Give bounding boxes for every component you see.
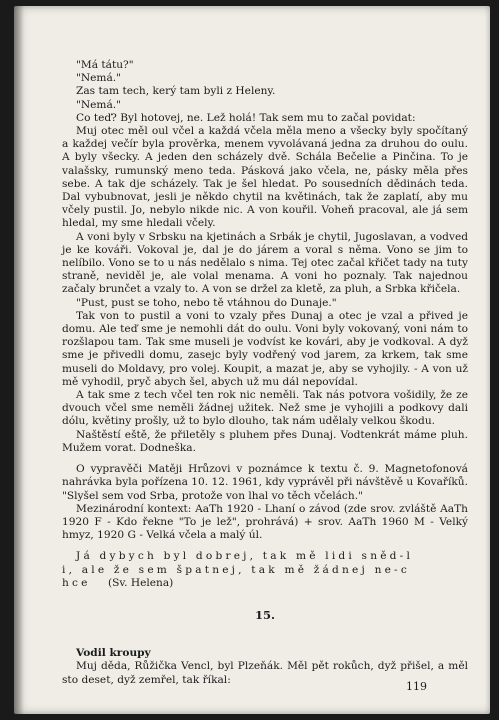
song-line: Já dybych byl dobrej, tak mě lidi sněd-l: [76, 550, 414, 563]
chapter-number: 15.: [254, 607, 275, 622]
song-line: i, ale že sem špatnej, tak mě žádnej ne-c: [62, 563, 410, 576]
paragraph: Co teď? Byl hotovej, ne. Lež holá! Tak sem mu to začal povidat:: [76, 111, 416, 124]
spacer: [62, 542, 468, 550]
page-text-body: [62, 59, 468, 687]
commentary-paragraph: Mezinárodní kontext: AaTh 1920 - Lhaní o závod (zde srov. zvláště AaTh 1920 F - Kdo řekne "To je lež", prohrává) + srov. AaTh 1960 M - Velký hmyz, 1920 G - Velká včela a malý úl.: [62, 502, 468, 542]
song-line-end: hce: [62, 576, 91, 589]
paragraph: A tak sme z tech včel ten rok nic neměli. Tak nás potvora vošidily, že ze dvouch včel sme neměli žádnej užitek. Než sme je vyhojili a podkovy dali dólu, květiny prošly, už to bylo dlouho, tak nám udělaly velkou škodu.: [62, 389, 468, 428]
song-source: (Sv. Helena): [108, 576, 174, 589]
paragraph: Zas tam tech, kerý tam byli z Heleny.: [76, 85, 276, 98]
story-intro: Muj děda, Růžička Vencl, byl Plzeňák. Měl pět rokůch, dyž přišel, a měl sto deset, dyž zemřel, tak říkal:: [62, 660, 468, 686]
book-page: [14, 6, 490, 714]
song-last-line: [62, 577, 468, 590]
commentary-paragraph: O vypravěči Matěji Hrůzovi v poznámce k textu č. 9. Magnetofonová nahrávka byla pořízena 10. 12. 1961, kdy vyprávěl při návštěvě u Kovaříků. "Slyšel sem vod Srba, protože von lhal vo těch včelách.": [62, 463, 468, 502]
spacer: [62, 455, 468, 463]
page-spine-shadow: [14, 6, 24, 714]
paragraph: A voni byly v Srbsku na kjetinách a Srbák je chytil, Jugoslavan, a vodved je ke kováři. Vokoval je, dal je do járem a voral s něma. Vono se jim to nelíbilo. Vono se to u nás nedělalo s nima. Tej otec začal křičet tady na tuty straně, neviděl je, ale volal menama. A voni ho poznaly. Tak najednou začaly brunčet a vzaly to. A von se držel za kletě, za pluh, a Srbka křičela.: [62, 230, 468, 296]
page-number: 119: [406, 680, 427, 693]
paragraph: Tak von to pustil a voni to vzaly přes Dunaj a otec je vzal a přived je domu. Ale teď sme je nemohli dát do oulu. Voni byly vokovaný, voni nám to rozšlapou tam. Tak sme museli je vodvíst ke kovári, aby je vodkoval. A dyž sme je přivedli domu, zasejc byly vodřený vod jarem, za krkem, tak sme museli do Moldavy, pro volej. Koupit, a mazat je, aby se vyhojily. - A von už mě vyhodil, pryč abych šel, abych už mu dál nepovídal.: [62, 309, 468, 388]
paragraph: "Má tátu?": [76, 59, 134, 71]
paragraph: "Nemá.": [76, 98, 122, 111]
paragraph: "Pust, pust se toho, nebo tě vtáhnou do Dunaje.": [76, 296, 337, 309]
paragraph: "Nemá.": [76, 72, 122, 85]
paragraph: Naštěstí eště, že přiletěly s pluhem přes Dunaj. Vodtenkrát máme pluh. Mužem vorat. Dodneška.: [62, 428, 468, 454]
paragraph: Muj otec měl oul včel a každá včela měla meno a všecky byly spočítaný a každej večír byla prověrka, menem vyvolávaná jedna za druhou do oulu. A byly všecky. A jeden den scházely dvě. Schála Bečelie a Pinčina. To je valašsky, rumunský meno teda. Pásková jako včela, ne, pásky měla přes sebe. A tak dje scházely. Tak je šel hledat. Po sousedních dědinách teda. Dal vybubnovat, jesli je někdo chytil na květinách, tak že zaplatí, aby mu včely pustil. Jo, nebylo nikde nic. A von kouřil. Voheň pracoval, ale já sem hledal, my sme hledali včely.: [62, 125, 468, 230]
story-title: Vodil kroupy: [76, 647, 151, 660]
